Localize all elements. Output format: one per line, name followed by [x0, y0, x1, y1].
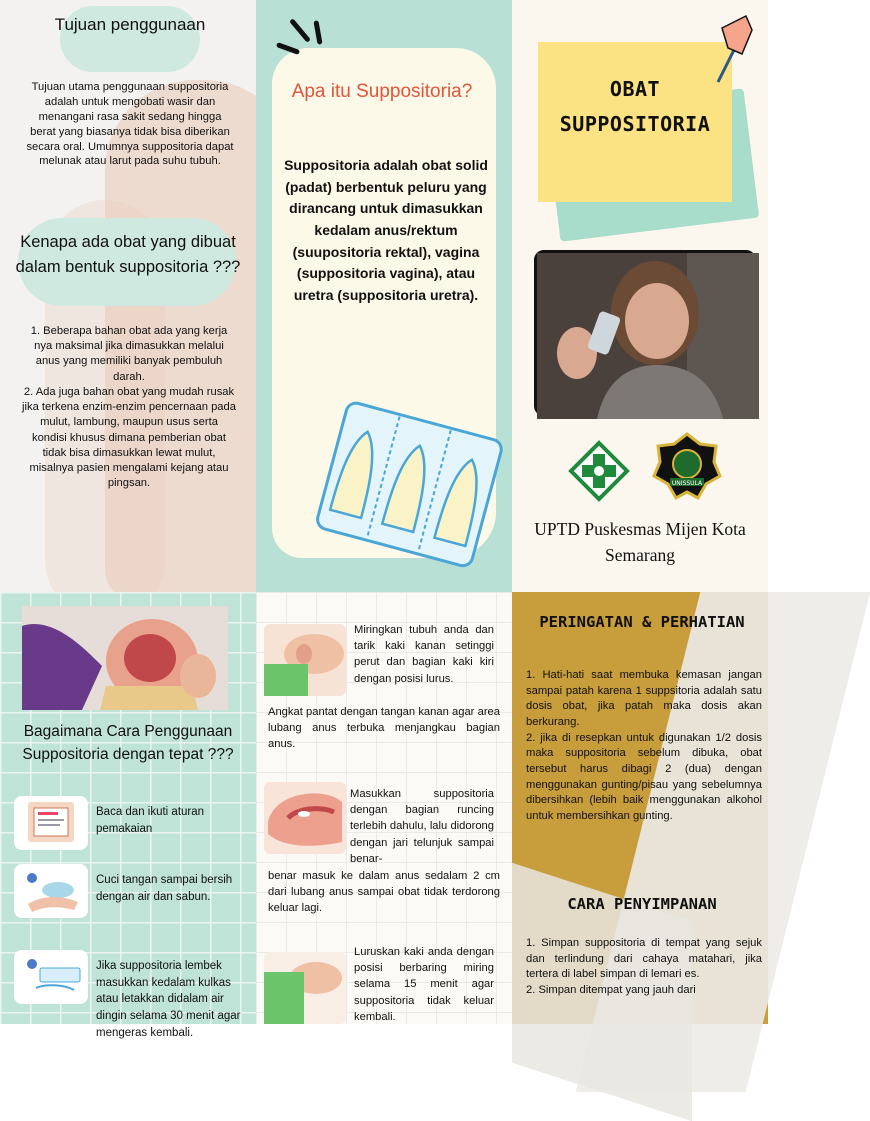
cooling-water-icon — [14, 950, 88, 1004]
step-text: Baca dan ikuti aturan pemakaian — [96, 806, 205, 835]
accent-stroke — [313, 20, 322, 45]
panel-apa-itu — [256, 0, 512, 592]
step2-side-text: Masukkan suppositoria dengan bagian runcing terlebih dahulu, lalu didorong dengan jari telunjuk sampai benar- — [350, 788, 494, 865]
svg-text:UNISSULA: UNISSULA — [671, 480, 703, 487]
tujuan-body: Tujuan utama penggunaan suppositoria adalah untuk mengobati wasir dan menangani rasa sakit sedang hingga berat yang biasanya tidak bisa diberikan secara oral. Umumnya suppositoria dapat melunak atau larut pada suhu tubuh. — [26, 81, 234, 168]
step-text: Jika suppositoria lembek masukkan kedalam kulkas atau letakkan didalam air dingin selama 30 menit agar mengeras kembali. — [96, 960, 241, 1039]
apa-body: Suppositoria adalah obat solid (padat) berbentuk peluru yang dirancang untuk dimasukkan kedalam anus/rektum (suupositoria rektal), vagina (suppositoria vagina), atau uretra (suppositoria uretra). — [284, 157, 488, 304]
unissula-seal — [652, 432, 722, 502]
puskesmas-logo — [568, 440, 630, 502]
penyimpanan-list — [526, 936, 762, 999]
step1-side-text: Miringkan tubuh anda dan tarik kaki kanan setinggi perut dan bagian kaki kiri dengan posisi lurus. — [354, 624, 494, 685]
step1-full-text: Angkat pantat dengan tangan kanan agar area lubang anus terbuka menjangkau bagian anus. — [268, 706, 500, 751]
list-item: 2. Ada juga bahan obat yang mudah rusak jika terkena enzim-enzim pencernaan pada mulut, lambung, maupun usus serta kondisi khusus dimana pemberian obat tidak bisa dimasukkan lewat mulut, misalnya pasien mengalami kejang atau pingsan. — [22, 385, 236, 490]
kenapa-list — [22, 324, 236, 492]
anatomy-photo — [22, 606, 228, 710]
penyimpanan-title: CARA PENYIMPANAN — [567, 895, 717, 913]
prescription-label-icon — [14, 796, 88, 850]
peringatan-list — [526, 668, 762, 825]
step3-side-text: Luruskan kaki anda dengan posisi berbaring miring selama 15 menit agar suppositoria tidak keluar kembali. — [354, 946, 494, 1023]
panel-cara-penggunaan — [0, 592, 256, 1039]
panel-cover — [512, 0, 768, 592]
cara-title: Bagaimana Cara Penggunaan Suppositoria dengan tepat ??? — [22, 723, 234, 764]
list-item: 1. Beberapa bahan obat ada yang kerja nya maksimal jika dimasukkan melalui anus yang memiliki banyak pembuluh darah. — [30, 325, 228, 383]
insertion-illustration — [264, 782, 346, 854]
lying-illustration — [264, 952, 346, 1024]
list-item: 1. Hati-hati saat membuka kemasan jangan sampai patah karena 1 suppsitoria adalah satu dosis obat, jika patah maka dosis akan berkurang. — [526, 669, 762, 729]
step-text: Cuci tangan sampai bersih dengan air dan sabun. — [96, 874, 233, 903]
panel-tujuan — [0, 0, 256, 592]
institution-name: UPTD Puskesmas Mijen Kota Semarang — [534, 519, 746, 566]
cover-title: OBAT SUPPOSITORIA — [559, 77, 711, 136]
step2-full-text: benar masuk ke dalam anus sedalam 2 cm dari lubang anus sampai obat tidak terdorong keluar lagi. — [268, 870, 500, 915]
list-item: 2. jika di resepkan untuk digunakan 1/2 dosis maka suppositoria sebelum dibuka, obat tersebut harus dibagi 2 (dua) dengan menggunakan gunting/pisau yang sebelumnya dibersihkan (lebih baik menggunakan alkohol untuk membersihkan gunting. — [526, 731, 762, 823]
list-item: 2. Simpan ditempat yang jauh dari — [526, 984, 696, 997]
suppository-pack-illustration — [316, 400, 506, 580]
woman-photo — [534, 250, 756, 416]
panel-langkah — [256, 592, 512, 1024]
peringatan-title: PERINGATAN & PERHATIAN — [539, 613, 745, 631]
panel-peringatan — [512, 592, 768, 1024]
kenapa-title: Kenapa ada obat yang dibuat dalam bentuk suppositoria ??? — [15, 233, 241, 276]
apa-title: Apa itu Suppositoria? — [291, 81, 473, 102]
side-lying-illustration — [264, 624, 346, 696]
accent-stroke — [289, 18, 311, 43]
tujuan-title: Tujuan penggunaan — [54, 15, 206, 34]
list-item: 1. Simpan suppositoria di tempat yang sejuk dan terlindung dari cahaya matahari, jika tertera di label simpan di lemari es. — [526, 937, 762, 981]
hand-washing-icon — [14, 864, 88, 918]
